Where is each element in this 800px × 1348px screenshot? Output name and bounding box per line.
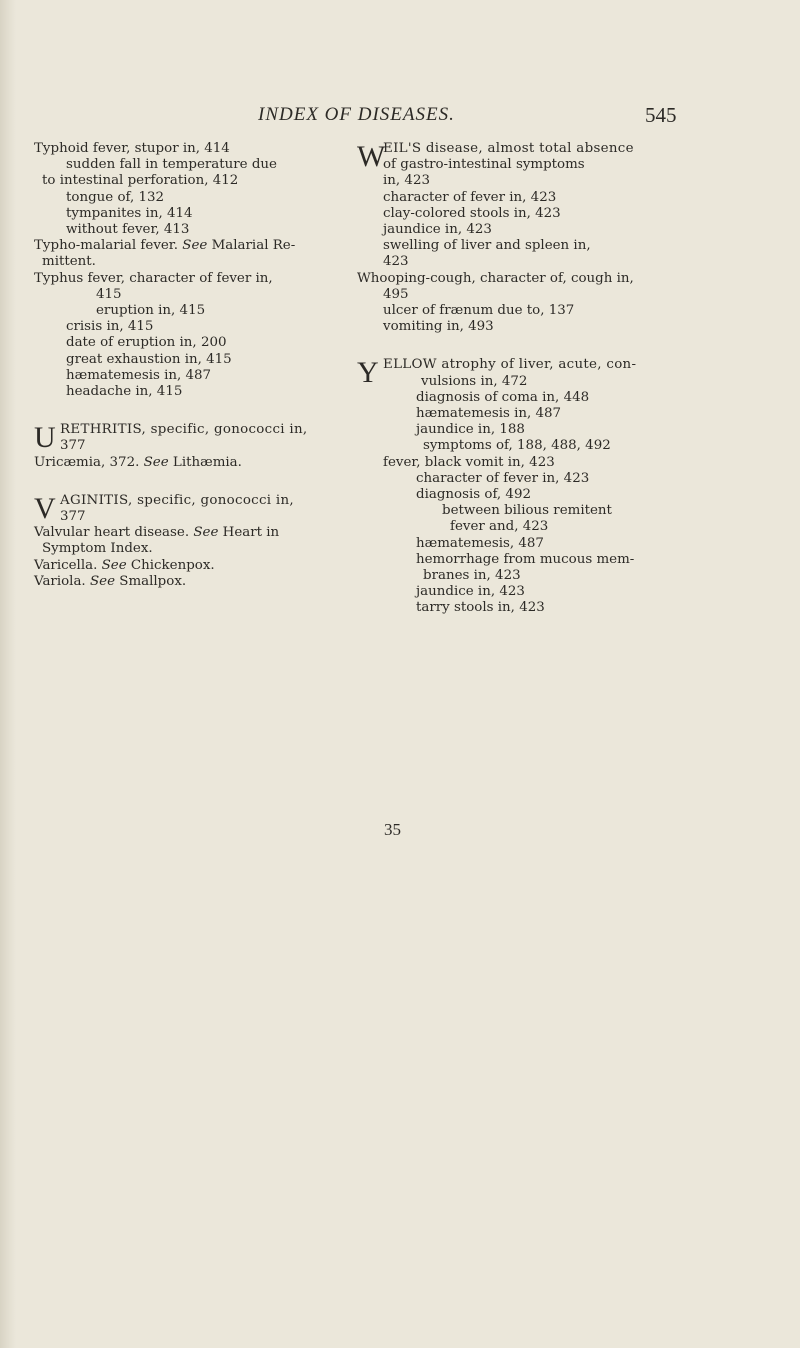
entry-term: Variola. [34, 573, 86, 589]
entry-yellow [357, 357, 695, 616]
page-spine-shadow [0, 0, 16, 1348]
entry-typhus [34, 271, 363, 401]
subentry-line: branes in, 423 [423, 568, 521, 584]
section-initial: Y [357, 356, 379, 390]
signature-mark: 35 [384, 820, 401, 839]
entry-uricaemia [34, 455, 363, 471]
entry-line: mittent. [42, 254, 96, 270]
entry-valvular [34, 525, 363, 557]
running-header [0, 104, 800, 134]
subentry-line: sudden fall in temperature due [66, 157, 277, 173]
subentry-line: jaundice in, 423 [383, 222, 492, 238]
subentry-line: between bilious remitent [442, 503, 612, 519]
subentry-line: fever and, 423 [450, 519, 549, 535]
see-reference: See [89, 573, 115, 589]
header-title: INDEX OF DISEASES. [258, 104, 455, 125]
left-column [34, 141, 363, 590]
entry-line: vulsions in, 472 [421, 373, 528, 389]
entry-line: RETHRITIS, specific, gonococci in, [60, 422, 308, 438]
subentry-line: hæmatemesis in, 487 [416, 406, 562, 422]
cross-reference: Heart in [222, 525, 280, 541]
entry-line: of gastro-intestinal symptoms [383, 157, 585, 173]
subentry-line: diagnosis of, 492 [416, 487, 531, 503]
entry-line: Whooping-cough, character of, cough in, [357, 270, 634, 286]
subentry-line: symptoms of, 188, 488, 492 [423, 438, 611, 454]
subentry-line: date of eruption in, 200 [66, 335, 227, 351]
subentry-line: hemorrhage from mucous mem- [416, 551, 635, 567]
entry-vaginitis [34, 493, 363, 525]
entry-line: Typhoid fever, stupor in, 414 [34, 141, 230, 156]
subentry-line: vomiting in, 493 [383, 319, 494, 335]
subentry-line: great exhaustion in, 415 [66, 351, 232, 367]
cross-reference: Lithæmia. [172, 454, 242, 470]
entry-line: EIL'S disease, almost total absence [383, 141, 634, 156]
entry-term: Valvular heart disease. [34, 525, 190, 541]
entry-term: Typho-malarial fever. [34, 238, 178, 254]
subentry-line: crisis in, 415 [66, 319, 154, 335]
subentry-line: headache in, 415 [66, 384, 183, 400]
entry-line [34, 238, 363, 254]
subentry-line: jaundice in, 188 [416, 422, 525, 438]
cross-reference: Smallpox. [119, 573, 187, 589]
entry-line: 495 [383, 286, 409, 302]
cross-reference: Malarial Re- [211, 238, 296, 254]
section-gap [34, 400, 363, 422]
subentry-line: hæmatemesis in, 487 [66, 367, 212, 383]
subentry-line: without fever, 413 [66, 222, 190, 238]
entry-line: 377 [60, 509, 86, 525]
section-gap [34, 471, 363, 493]
subentry-line: jaundice in, 423 [416, 584, 525, 600]
section-initial: V [34, 491, 56, 525]
subentry-line: tongue of, 132 [66, 189, 165, 205]
section-initial: W [357, 140, 386, 173]
entry-line: 377 [60, 438, 86, 454]
subentry-line: to intestinal perforation, 412 [42, 173, 239, 189]
entry-line: Typhus fever, character of fever in, [34, 270, 273, 286]
subentry-line: tympanites in, 414 [66, 205, 193, 221]
see-reference: See [182, 238, 208, 254]
subentry-line: ulcer of frænum due to, 137 [383, 303, 575, 319]
entry-typhoid [34, 141, 363, 238]
subentry-line: eruption in, 415 [96, 303, 206, 319]
entry-variola [34, 574, 363, 590]
entry-varicella [34, 558, 363, 574]
see-reference: See [193, 525, 219, 541]
see-reference: See [101, 557, 127, 573]
subentry-line: 423 [383, 254, 409, 270]
entry-whooping-cough [357, 271, 695, 336]
page-number: 545 [645, 103, 677, 127]
entry-line: Symptom Index. [42, 541, 153, 557]
entry-urethritis [34, 422, 363, 454]
see-reference: See [143, 454, 169, 470]
entry-line: ELLOW atrophy of liver, acute, con- [383, 357, 637, 373]
entry-typho-malarial [34, 238, 363, 270]
entry-line: AGINITIS, specific, gonococci in, [60, 492, 294, 508]
subentry-line: character of fever in, 423 [416, 470, 590, 486]
cross-reference: Chickenpox. [130, 557, 215, 573]
entry-line: in, 423 [383, 173, 430, 189]
entry-term: Uricæmia, 372. [34, 454, 140, 470]
subentry-line: diagnosis of coma in, 448 [416, 389, 590, 405]
section-gap [357, 335, 695, 357]
entry-line: 415 [96, 286, 122, 302]
subentry-line: hæmatemesis, 487 [416, 535, 544, 551]
subentry-line: clay-colored stools in, 423 [383, 205, 561, 221]
section-initial: U [34, 421, 56, 455]
entry-term: Varicella. [34, 557, 98, 573]
subentry-line: character of fever in, 423 [383, 189, 557, 205]
subentry-line: swelling of liver and spleen in, [383, 238, 591, 254]
subentry-line: fever, black vomit in, 423 [383, 454, 555, 470]
entry-weil [357, 141, 695, 271]
entry-line [34, 525, 363, 541]
subentry-line: tarry stools in, 423 [416, 600, 545, 616]
right-column [357, 141, 695, 617]
